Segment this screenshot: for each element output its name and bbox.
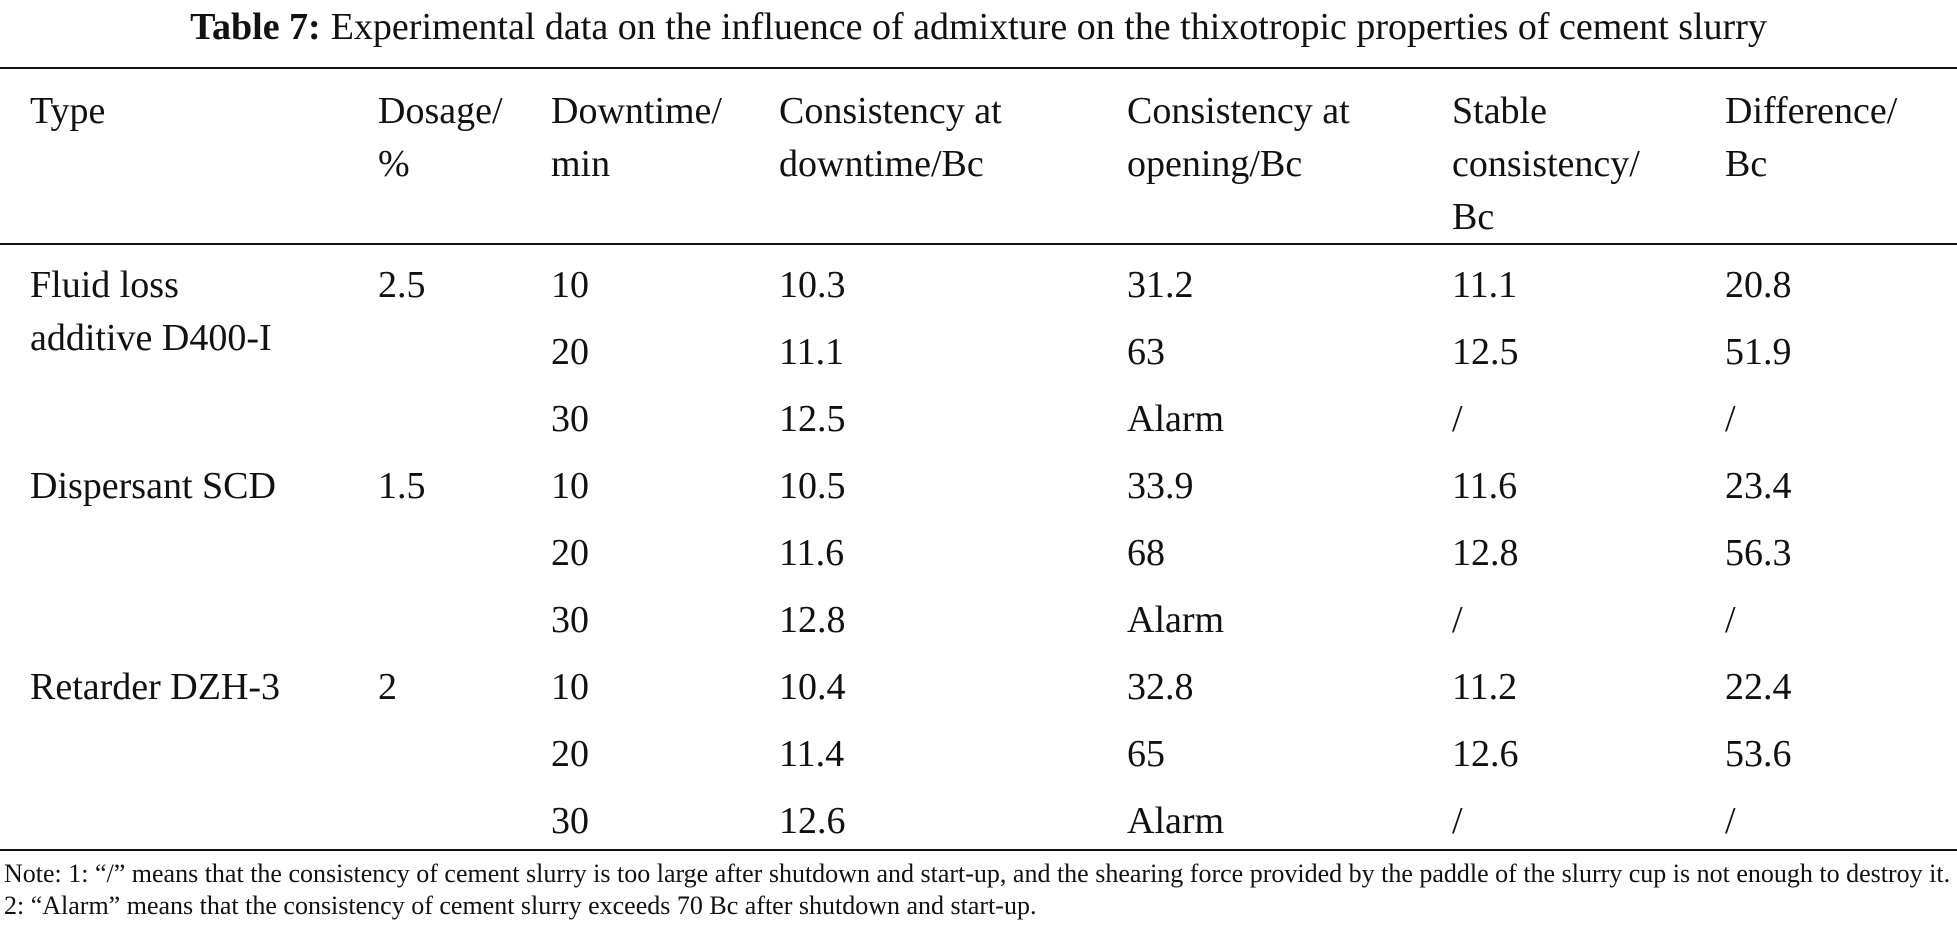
type-cell: Dispersant SCD (30, 465, 276, 507)
consistency-downtime-cell: 11.4 (779, 733, 845, 775)
downtime-cell: 30 (551, 800, 589, 842)
table-title: Experimental data on the influence of admixture on the thixotropic properties of cement slurry (330, 6, 1767, 48)
column-header-dosage: Dosage/ % (378, 90, 503, 185)
column-header-type: Type (30, 90, 106, 132)
consistency-opening-cell: 68 (1127, 532, 1165, 574)
consistency-opening-cell: 65 (1127, 733, 1165, 775)
stable-consistency-cell: 12.8 (1452, 532, 1519, 574)
dosage-cell: 2.5 (378, 264, 426, 306)
consistency-downtime-cell: 10.4 (779, 666, 846, 708)
column-header-difference: Difference/ Bc (1725, 90, 1898, 185)
stable-consistency-cell: / (1452, 398, 1463, 440)
stable-consistency-cell: / (1452, 800, 1463, 842)
column-header-downtime: Downtime/ min (551, 90, 722, 185)
difference-cell: 56.3 (1725, 532, 1792, 574)
downtime-cell: 20 (551, 532, 589, 574)
difference-cell: / (1725, 599, 1736, 641)
consistency-downtime-cell: 11.6 (779, 532, 845, 574)
type-cell: Retarder DZH-3 (30, 666, 281, 708)
difference-cell: / (1725, 800, 1736, 842)
consistency-downtime-cell: 11.1 (779, 331, 845, 373)
consistency-opening-cell: 63 (1127, 331, 1165, 373)
difference-cell: 20.8 (1725, 264, 1792, 306)
consistency-opening-cell: Alarm (1127, 398, 1225, 440)
downtime-cell: 10 (551, 666, 589, 708)
dosage-cell: 1.5 (378, 465, 426, 507)
difference-cell: / (1725, 398, 1736, 440)
bottom-rule (0, 849, 1957, 851)
column-header-consistency-downtime: Consistency at downtime/Bc (779, 90, 1002, 185)
difference-cell: 53.6 (1725, 733, 1792, 775)
downtime-cell: 20 (551, 331, 589, 373)
downtime-cell: 10 (551, 465, 589, 507)
stable-consistency-cell: 11.1 (1452, 264, 1518, 306)
consistency-opening-cell: Alarm (1127, 800, 1225, 842)
stable-consistency-cell: 11.2 (1452, 666, 1518, 708)
stable-consistency-cell: / (1452, 599, 1463, 641)
header-rule (0, 243, 1957, 245)
downtime-cell: 20 (551, 733, 589, 775)
stable-consistency-cell: 12.6 (1452, 733, 1519, 775)
difference-cell: 51.9 (1725, 331, 1792, 373)
consistency-downtime-cell: 10.3 (779, 264, 846, 306)
consistency-downtime-cell: 12.8 (779, 599, 846, 641)
table-label: Table 7: (190, 6, 321, 48)
consistency-opening-cell: Alarm (1127, 599, 1225, 641)
difference-cell: 22.4 (1725, 666, 1792, 708)
consistency-downtime-cell: 10.5 (779, 465, 846, 507)
consistency-opening-cell: 32.8 (1127, 666, 1194, 708)
column-header-consistency-opening: Consistency at opening/Bc (1127, 90, 1350, 185)
table-caption (0, 0, 1957, 66)
consistency-opening-cell: 33.9 (1127, 465, 1194, 507)
difference-cell: 23.4 (1725, 465, 1792, 507)
top-rule (0, 67, 1957, 69)
consistency-opening-cell: 31.2 (1127, 264, 1194, 306)
consistency-downtime-cell: 12.5 (779, 398, 846, 440)
downtime-cell: 10 (551, 264, 589, 306)
stable-consistency-cell: 12.5 (1452, 331, 1519, 373)
table-note: Note: 1: “/” means that the consistency of cement slurry is too large after shutdown and start-up, and the shearing force provided by the paddle of the slurry cup is not enough to destroy it. 2: “Alarm” means that the consistency of cement slurry exceeds 70 Bc after shutdown and start-up. (4, 859, 1951, 920)
type-cell: Fluid loss (30, 264, 179, 306)
type-cell: additive D400-I (30, 317, 272, 359)
dosage-cell: 2 (378, 666, 397, 708)
stable-consistency-cell: 11.6 (1452, 465, 1518, 507)
downtime-cell: 30 (551, 599, 589, 641)
downtime-cell: 30 (551, 398, 589, 440)
column-header-stable-consistency: Stable consistency/ Bc (1452, 90, 1640, 238)
consistency-downtime-cell: 12.6 (779, 800, 846, 842)
